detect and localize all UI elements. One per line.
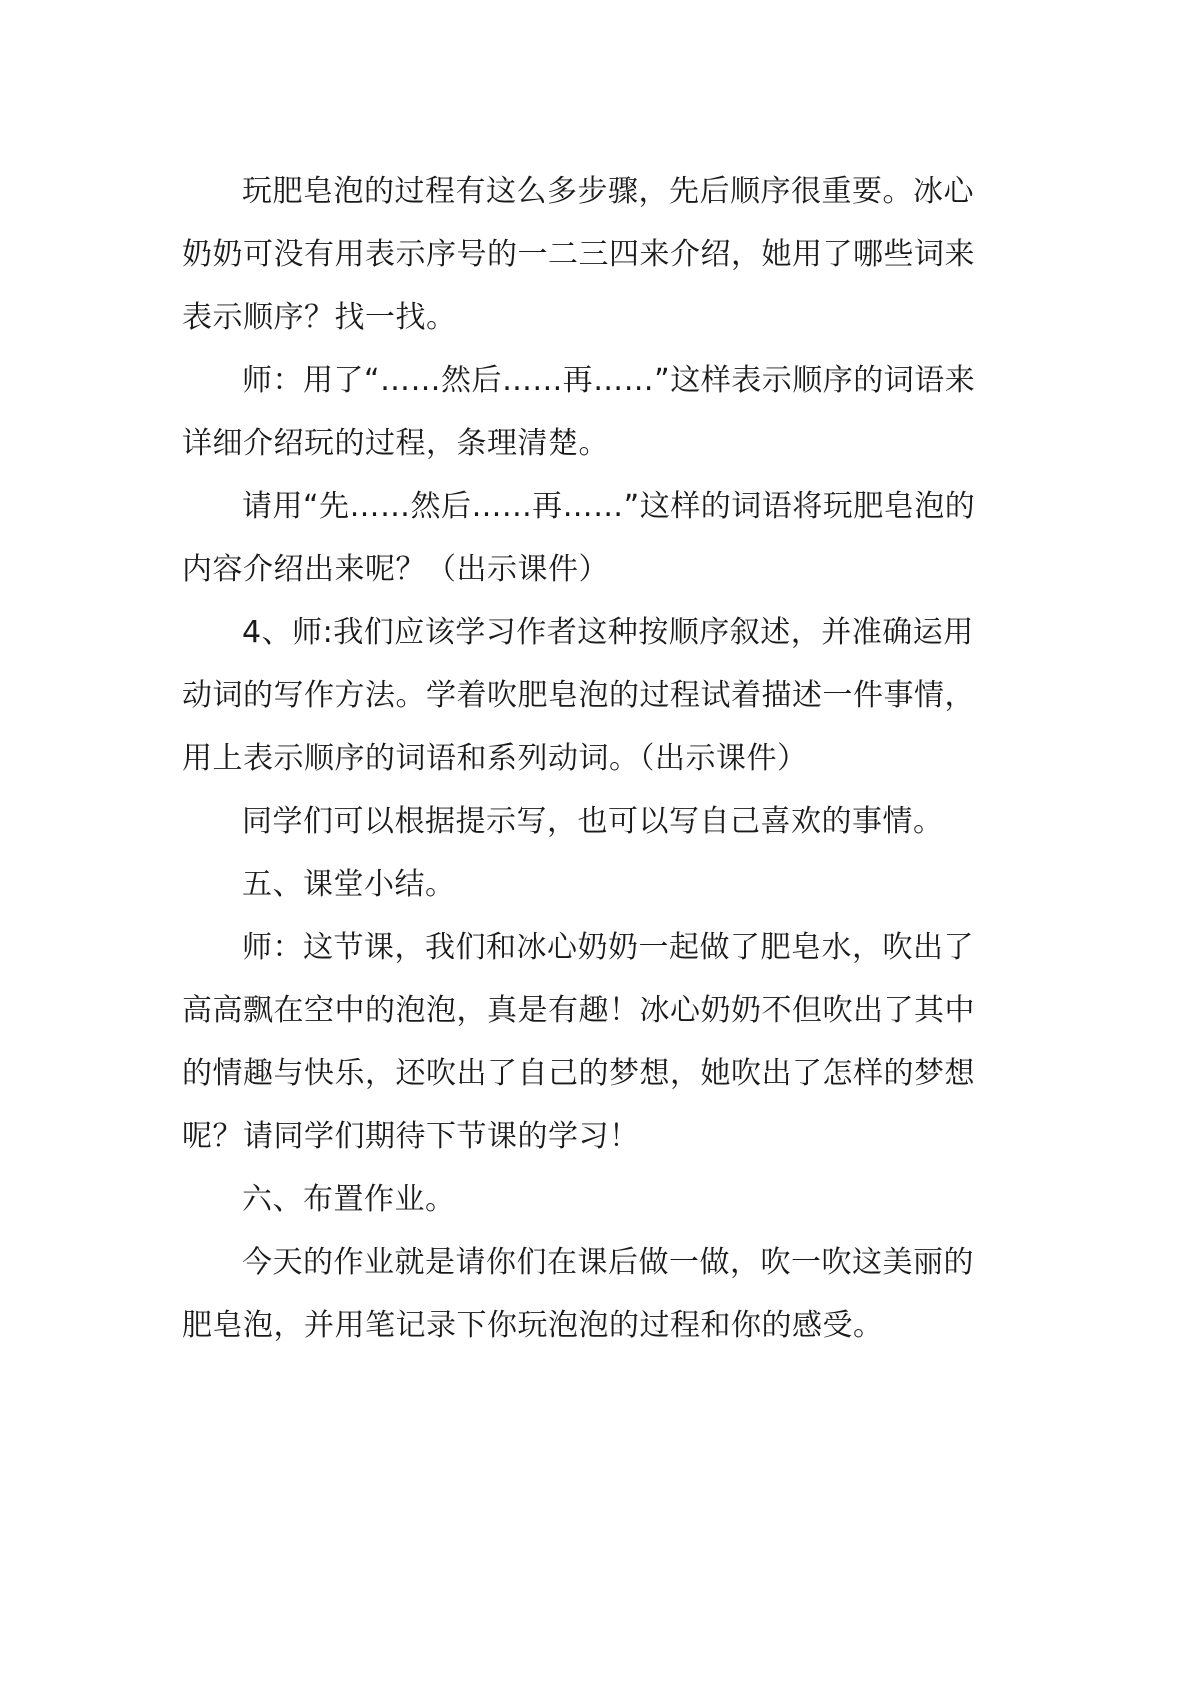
paragraph-retell-prompt: 请用“先……然后…...再……”这样的词语将玩肥皂泡的内容介绍出来呢？（出示课件） [182,489,976,587]
paragraph-writing-method: 4、师:我们应该学习作者这种按顺序叙述，并准确运用动词的写作方法。学着吹肥皂泡的过程试着描述一件事情，用上表示顺序的词语和系列动词。（出示课件） [182,615,975,776]
paragraph-teacher-sequence-words: 师：用了“……然后…...再……”这样表示顺序的词语来详细介绍玩的过程，条理清楚。 [182,363,976,461]
paragraph-writing-choice: 同学们可以根据提示写，也可以写自己喜欢的事情。 [242,804,944,839]
paragraph-homework: 今天的作业就是请你们在课后做一做，吹一吹这美丽的肥皂泡，并用笔记录下你玩泡泡的过程和你的感受。 [182,1245,974,1343]
paragraph-teacher-summary: 师：这节课，我们和冰心奶奶一起做了肥皂水，吹出了高高飘在空中的泡泡，真是有趣！冰心奶奶不但吹出了其中的情趣与快乐，还吹出了自己的梦想，她吹出了怎样的梦想呢？请同学们期待下节课的学习！ [182,930,975,1154]
document-body [182,160,1002,1357]
paragraph-sequence-question: 玩肥皂泡的过程有这么多步骤，先后顺序很重要。冰心奶奶可没有用表示序号的一二三四来介绍，她用了哪些词来表示顺序？找一找。 [182,174,975,335]
section-heading-summary: 五、课堂小结。 [242,867,456,902]
section-heading-homework: 六、布置作业。 [242,1182,456,1217]
